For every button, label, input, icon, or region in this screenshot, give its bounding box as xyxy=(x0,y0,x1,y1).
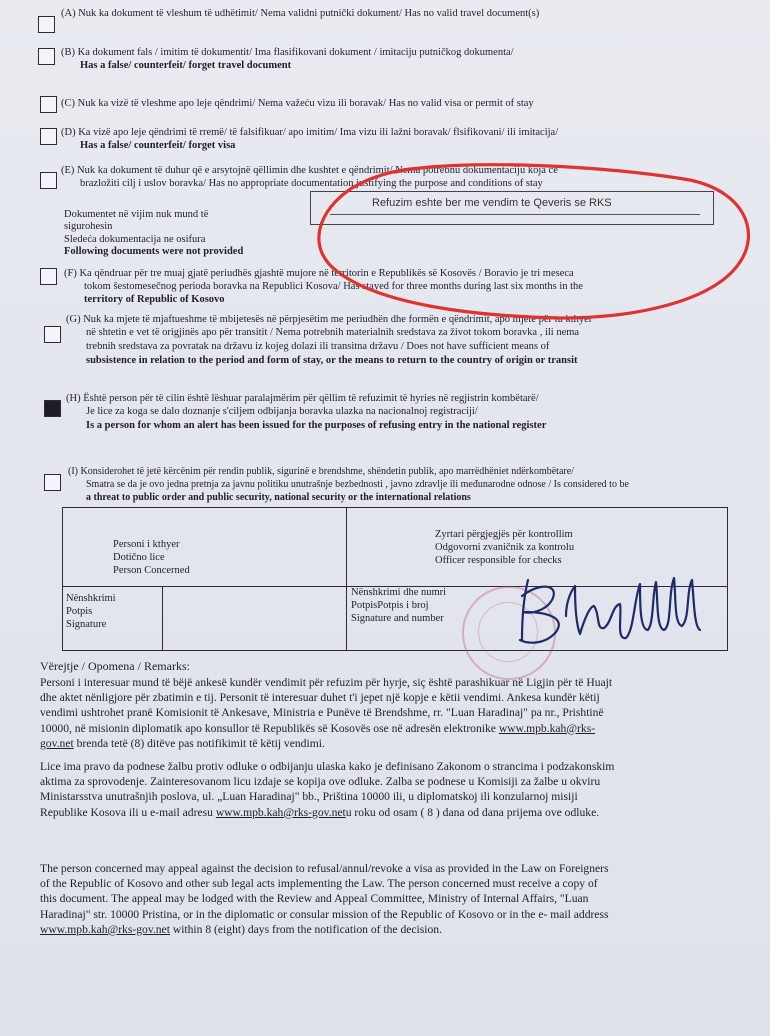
remarks-en-text-5: within 8 (eight) days from the notification of the decision. xyxy=(169,922,442,936)
checkbox-h[interactable] xyxy=(44,400,61,417)
remarks-sq-line-1: Personi i interesuar mund të bëjë ankesë kundër vendimit për refuzim për hyrje, siç është parashikuar në Ligjin për të Huajt xyxy=(40,676,613,689)
remarks-en-email-link[interactable]: www.mpb.kah@rks-gov.net xyxy=(40,922,170,936)
item-e-text-2: brazložiti cilj i uslov boravka/ Has no appropriate documentation justifying the purpose and conditions of stay xyxy=(80,178,543,189)
official-stamp-inner xyxy=(478,602,538,662)
checkbox-f[interactable] xyxy=(40,268,57,285)
item-i-text-2: Smatra se da je ovo jedna pretnja za javnu politiku unutrašnje bezbednosti , javno zdravlje ili međunarodne odnose / Is considered to be xyxy=(86,479,629,490)
remarks-sr-line-4 xyxy=(40,805,736,820)
remarks-albanian xyxy=(40,675,736,751)
remarks-english xyxy=(40,861,736,937)
officer-signature-label xyxy=(351,586,446,625)
item-i-text-en: a threat to public order and public security, national security or the international relations xyxy=(86,492,471,503)
item-h-text-en: Is a person for whom an alert has been issued for the purposes of refusing entry in the national register xyxy=(86,420,547,431)
item-b-text: (B) Ka dokument fals / imitim të dokumentit/ Ima flasifikovani dokument / imitaciju putničkog dokumenta/ xyxy=(61,47,514,58)
remarks-sq-text-4: 10000, në misionin diplomatik apo konsullor të Republikës së Kosovës ose në adresën elektronike xyxy=(40,721,499,735)
officer-header-sr: Odgovorni zvaničnik za kontrolu xyxy=(435,542,575,553)
item-f-text-2: tokom šestomesečnog perioda boravka na Republici Kosova/ Has stayed for three months during last six months in the xyxy=(84,281,583,292)
remarks-en-line-3: this document. The appeal may be lodged with the Review and Appeal Committee, Ministry of Internal Affairs, "Luan xyxy=(40,892,589,906)
signature-table xyxy=(62,507,728,651)
item-f-text-en: territory of Republic of Kosovo xyxy=(84,294,225,305)
item-b-text-en: Has a false/ counterfeit/ forget travel document xyxy=(80,60,292,71)
item-h-text-2: Je lice za koga se dalo doznanje s'ciljem odbijanja boravka ulazka na nacionalnoj registraciji/ xyxy=(86,406,478,417)
remarks-en-line-1: The person concerned may appeal against the decision to refusal/annul/revoke a visa as provided in the Law on Foreigners xyxy=(40,862,609,875)
item-a-text: (A) Nuk ka dokument të vleshum të udhëtimit/ Nema validni putnički dokument/ Has no valid travel document(s) xyxy=(61,8,540,19)
item-c-text: (C) Nuk ka vizë të vleshme apo leje qëndrimi/ Nema važeću vizu ili boravak/ Has no valid visa or permit of stay xyxy=(61,98,534,109)
item-d-text: (D) Ka vizë apo leje qëndrimi të rremë/ të falsifikuar/ apo imitim/ Ima vizu ili lažni boravak/ flsifikovani/ ili imitacija/ xyxy=(61,127,559,138)
remarks-sq-text-5: brenda tetë (8) ditëve pas notifikimit të këtij vendimi. xyxy=(73,736,325,750)
item-g-text-en: subsistence in relation to the period and form of stay, or the means to return to the country of origin or transit xyxy=(86,355,578,366)
officer-header-sq: Zyrtari përgjegjës për kontrollim xyxy=(435,529,573,540)
remarks-en-line-5 xyxy=(40,922,736,937)
person-signature-en: Signature xyxy=(66,619,107,630)
remarks-sq-email-link[interactable]: www.mpb.kah@rks- xyxy=(498,721,596,735)
item-e-sub-3: Sledeća dokumentacija ne osifura xyxy=(64,234,206,245)
person-signature-label xyxy=(66,592,116,631)
officer-signature-sr: PotpisPotpis i broj xyxy=(351,600,429,611)
item-f-text: (F) Ka qëndruar për tre muaj gjatë periudhës gjashtë mujore në territorin e Republikës së Kosovës / Boravio je tri meseca xyxy=(64,268,574,279)
item-d-text-en: Has a false/ counterfeit/ forget visa xyxy=(80,140,236,151)
remarks-sq-line-3: vendimi ushtrohet pranë Komisionit të Ankesave, Ministria e Punëve të Brendshme, rr. "Luan Haradinaj" pa nr., Prishtinë xyxy=(40,706,604,720)
item-e-text: (E) Nuk ka dokument të duhur që e arsytojnë qëllimin dhe kushtet e qëndrimit/ Nema potrebnu dokumentaciju koja će xyxy=(61,165,558,176)
checkbox-d[interactable] xyxy=(40,128,57,145)
refusal-reason-underline xyxy=(330,214,700,215)
remarks-title: Vërejtje / Opomena / Remarks: xyxy=(40,659,190,673)
remarks-sq-line-5 xyxy=(40,736,736,751)
item-h-text: (H) Është person për të cilin është lëshuar paralajmërim për qëllim të refuzimit të hyries në regjistrin kombëtarë/ xyxy=(66,393,539,404)
item-e-sub-2: sigurohesin xyxy=(64,221,113,232)
person-signature-sr: Potpis xyxy=(66,606,93,617)
checkbox-e[interactable] xyxy=(40,172,57,189)
remarks-sr-line-3: Ministarsstva unutrašnjih poslova, ul. „Luan Haradinaj" bb., Priština 10000 ili, u diplomatskoj ili konzularnoj misiji xyxy=(40,790,578,804)
checkbox-c[interactable] xyxy=(40,96,57,113)
person-signature-sq: Nënshkrimi xyxy=(66,593,116,604)
item-e-sub-1: Dokumentet në vijim nuk mund të xyxy=(64,209,209,220)
item-g-text: (G) Nuk ka mjete të mjaftueshme të mbijetesës në përpjesëtim me periudhën dhe formën e qëndrimit, apo mjete për tu kthyer xyxy=(66,314,593,325)
remarks-sr-line-1: Lice ima pravo da podnese žalbu protiv odluke o odbijanju ulaska kako je definisano Zakonom o strancima i podzakonskim xyxy=(40,760,615,773)
table-divider-v xyxy=(346,508,347,650)
refusal-reason-text: Refuzim eshte ber me vendim te Qeveris se RKS xyxy=(372,197,612,209)
item-g-text-2: në shtetin e vet të origjinës apo për transitit / Nema potrebnih materialnih sredstava za život tokom boravka , ili nema xyxy=(86,327,580,338)
remarks-sr-text-5: u roku od osam ( 8 ) dana od dana prijema ove odluke. xyxy=(345,805,600,819)
checkbox-g[interactable] xyxy=(44,326,61,343)
officer-signature-en: Signature and number xyxy=(351,613,444,624)
remarks-en-line-2: of the Republic of Kosovo and other sub legal acts implementing the Law. The person concerned must receive a copy of xyxy=(40,877,598,891)
remarks-sq-line-4 xyxy=(40,721,736,736)
remarks-sr-text-4: Republike Kosova ili u e-mail adresu xyxy=(40,805,216,819)
item-g-text-3: trebnih sredstava za povratak na državu iz kojeg dolazi ili transitna državu / Does not have sufficient means of xyxy=(86,341,550,352)
item-e-sub-4: Following documents were not provided xyxy=(64,246,244,257)
person-header-sq: Personi i kthyer xyxy=(113,539,180,550)
remarks-en-line-4: Haradinaj" str. 10000 Pristina, or in the diplomatic or consular mission of the Republic of Kosovo or in the e- mail address xyxy=(40,907,609,921)
officer-signature-sq: Nënshkrimi dhe numri xyxy=(351,587,447,598)
remarks-sr-email-link[interactable]: www.mpb.kah@rks-gov.net xyxy=(215,805,346,819)
table-divider-v-left xyxy=(162,586,163,650)
person-header-sr: Dotično lice xyxy=(113,552,165,563)
remarks-serbian xyxy=(40,759,736,820)
person-header xyxy=(113,538,190,577)
item-i-text: (I) Konsiderohet të jetë kërcënim për rendin publik, sigurinë e brendshme, shëndetin publik, apo marrëdhëniet ndërkombëtare/ xyxy=(68,466,574,477)
officer-header-en: Officer responsible for checks xyxy=(435,555,562,566)
remarks-sq-email-link-2[interactable]: gov.net xyxy=(40,736,74,750)
checkbox-a[interactable] xyxy=(38,16,55,33)
checkbox-i[interactable] xyxy=(44,474,61,491)
remarks-sr-line-2: aktima za sprovodenje. Zainteresovanom licu izdaje se kopija ove odluke. Zalba se podnese u Komisiji za žalbe u okviru xyxy=(40,775,601,789)
checkbox-b[interactable] xyxy=(38,48,55,65)
officer-header xyxy=(435,528,574,567)
remarks-sq-line-2: dhe aktet nënligjore për zbatimin e tij. Personit të interesuar duhet t'i jepet një kopje e këtii vendimi. Ankesa kundër këtij xyxy=(40,691,600,705)
person-header-en: Person Concerned xyxy=(113,565,190,576)
